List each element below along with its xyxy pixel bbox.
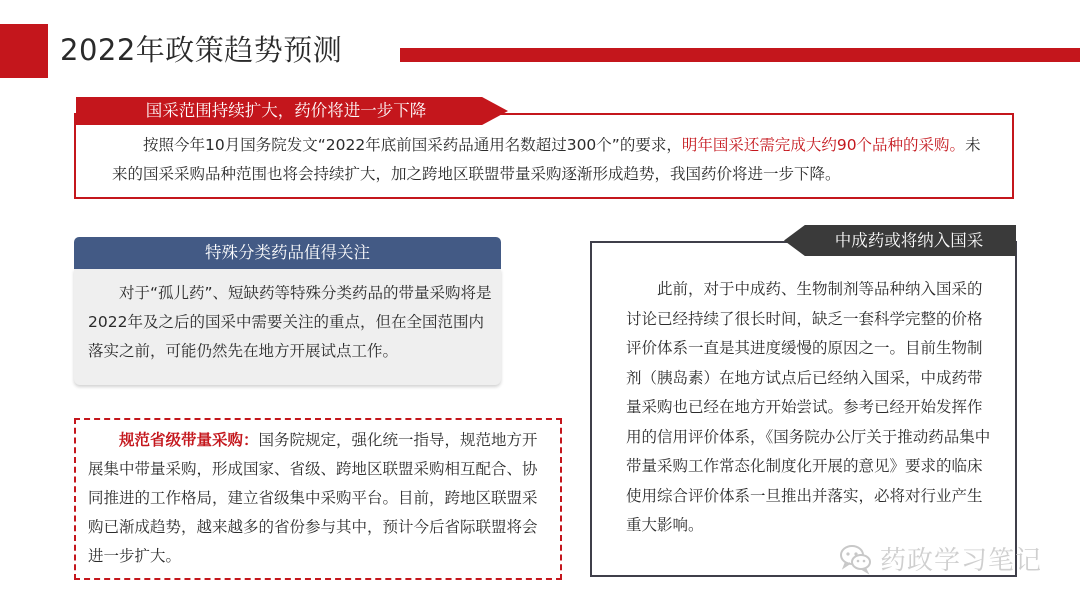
- section-tcm-text: 此前，对于中成药、生物制剂等品种纳入国采的讨论已经持续了很长时间，缺乏一套科学完整的价格评价体系一直是其进度缓慢的原因之一。目前生物制剂（胰岛素）在地方试点后已经纳入国采，中成药带量采购也已经在地方开始尝试。参考已经开始发挥作用的信用评价体系，《国务院办公厅关于推动药品集中带量采购工作常态化制度化开展的意见》要求的临床使用综合评价体系一旦推出并落实，必将对行业产生重大影响。: [626, 280, 991, 534]
- section-national-procurement-title: 国采范围持续扩大，药价将进一步下降: [145, 101, 427, 120]
- watermark-text: 药政学习笔记: [880, 545, 1043, 576]
- s3-lead: 规范省级带量采购：: [119, 431, 259, 449]
- title-accent-block: [0, 24, 48, 78]
- title-accent-bar: [400, 48, 1080, 62]
- section-special-drugs-header: 特殊分类药品值得关注: [74, 237, 501, 269]
- s1-text-highlight: 明年国采还需完成大约90个品种的采购。: [681, 136, 966, 154]
- s1-text-a: 按照今年10月国务院发文“2022年底前国采药品通用名数超过300个”的要求，: [143, 136, 682, 154]
- wechat-icon: [838, 541, 872, 575]
- watermark: [838, 538, 1042, 578]
- section-special-drugs-text: 对于“孤儿药”、短缺药等特殊分类药品的带量采购将是2022年及之后的国采中需要关注的重点，但在全国范围内落实之前，可能仍然先在地方开展试点工作。: [88, 284, 492, 360]
- section-provincial-procurement-text: [88, 426, 550, 571]
- section-tcm-title: 中成药或将纳入国采: [834, 231, 984, 250]
- page-title: 2022年政策趋势预测: [60, 33, 343, 67]
- s3-body: 国务院规定，强化统一指导，规范地方开展集中带量采购，形成国家、省级、跨地区联盟采购相互配合、协同推进的工作格局，建立省级集中采购平台。目前，跨地区联盟采购已渐成趋势，越来越多的省份参与其中，预计今后省际联盟将会进一步扩大。: [88, 431, 538, 565]
- s1-text-b: 未来的国采采购品种范围也将会持续扩大，加之跨地区联盟带量采购逐渐形成趋势，我国药价将进一步下降。: [112, 136, 981, 183]
- section-national-procurement-text: [112, 131, 992, 189]
